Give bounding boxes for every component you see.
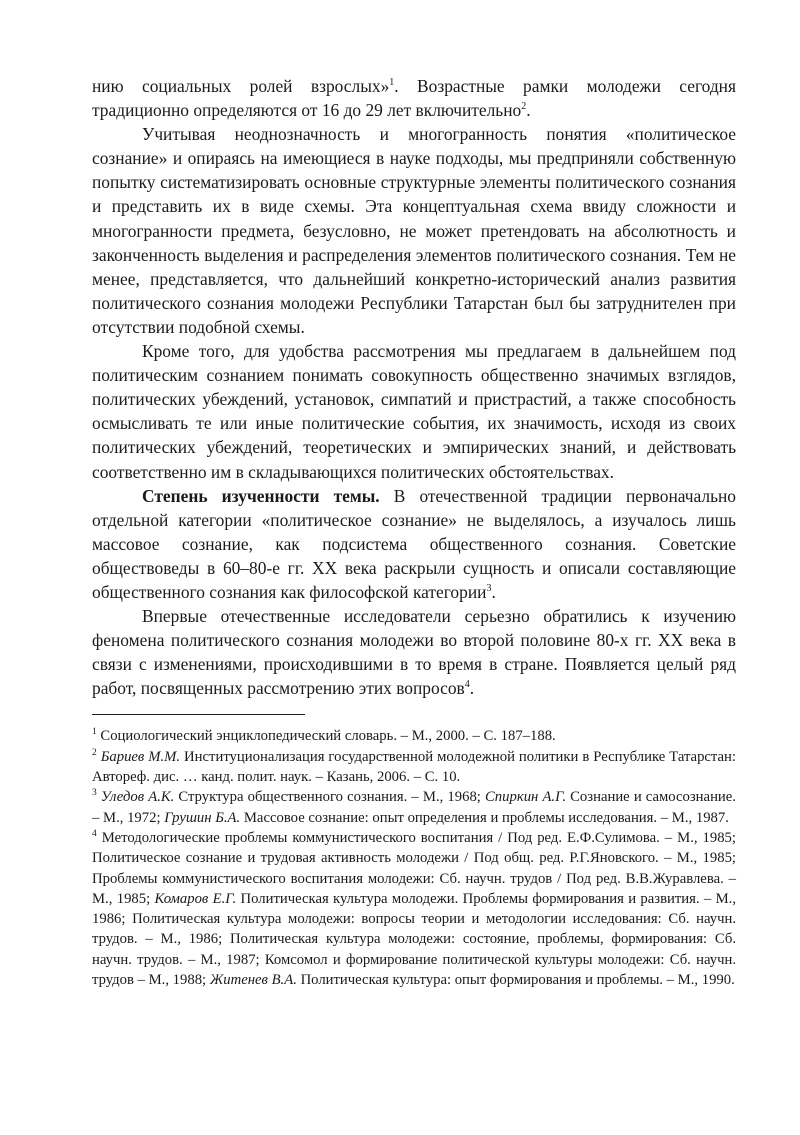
text-run: В отечественной традиции первоначально отдельной категории «политическое сознание» не выделялось, а изучалось лишь массовое сознание, как подсистема общественного сознания. Советские обществоведы в 60–80-е гг. XX века раскрыли сущность и описали составляющие общественного сознания как философской категории (92, 485, 737, 602)
text-run: Кроме того, для удобства рассмотрения мы предлагаем в дальнейшем под политическим сознанием понимать совокупность общественно значимых взглядов, политических убеждений, установок, симпатий и пристрастий, а также способность осмысливать те или иные политические события, их значимость, исходя из своих политических убеждений, теоретических и эмпирических знаний, и действовать соответственно им в складывающихся политических обстоятельствах. (92, 341, 736, 482)
footnote-marker: 2 (521, 101, 527, 113)
author-name: Уледов А.К. (100, 789, 175, 806)
author-name: Житенев В.А. (209, 972, 297, 988)
footnote-divider (92, 714, 305, 715)
document-page (92, 74, 736, 990)
author-name: Грушин Б.А. (164, 809, 241, 826)
text-run: . (469, 678, 475, 699)
section-heading: Степень изученности темы. (142, 485, 380, 506)
paragraph (92, 339, 736, 484)
paragraph (92, 74, 736, 122)
author-name: Спиркин А.Г. (485, 789, 567, 806)
text-run: Политическая культура молодежи. Проблемы формирования и развития. – М., 1986; Политическая культура молодежи: вопросы теории и методологии исследования: Сб. научн. трудов. – М., 1986; Политическая культура молодежи: состояние, проблемы, формирования: Сб. научн. трудов. – М., 1987; Комсомол и формирование политической культуры молодежи: Сб. научн. трудов – М., 1988; (92, 890, 737, 988)
footnote (92, 747, 736, 788)
text-run: Социологический энциклопедический словарь. – М., 2000. – С. 187–188. (96, 728, 556, 745)
footnote-marker: 3 (486, 582, 492, 594)
text-run: Массовое сознание: опыт определения и проблемы исследования. – М., 1987. (240, 809, 729, 826)
text-run: Структура общественного сознания. – М., 1968; (174, 789, 485, 806)
author-name: Бариев М.М. (100, 748, 181, 765)
main-text (92, 74, 736, 700)
text-run: Учитывая неоднозначность и многогранность понятия «политическое сознание» и опираясь на имеющиеся в науке подходы, мы предприняли собственную попытку систематизировать основные структурные элементы политического сознания и представить их в виде схемы. Эта концептуальная схема ввиду сложности и многогранности предмета, безусловно, не может претендовать на абсолютность и законченность выделения и распределения элементов политического сознания. Тем не менее, представляется, что дальнейший конкретно-исторический анализ развития политического сознания молодежи Республики Татарстан был бы затруднителен при отсутствии подобной схемы. (92, 124, 736, 337)
footnote-marker: 3 (92, 788, 97, 799)
text-run: нию социальных ролей взрослых» (92, 76, 390, 96)
footnote-marker: 2 (92, 747, 97, 758)
text-run: Сознание и самосознание. – М., 1972; (92, 789, 736, 826)
footnote-marker: 1 (92, 727, 97, 738)
footnote-marker: 4 (464, 679, 470, 691)
footnote-marker: 4 (92, 828, 97, 839)
text-run: Институционализация государственной молодежной политики в Республике Татарстан: Автореф. дис. … канд. полит. наук. – Казань, 2006. – С. 10. (92, 748, 736, 786)
text-run: . (491, 581, 496, 602)
paragraph (92, 604, 736, 700)
text-run: Политическая культура: опыт формирования и проблемы. – М., 1990. (296, 972, 735, 988)
paragraph (92, 122, 736, 339)
footnote (92, 828, 736, 990)
author-name: Комаров Е.Г. (154, 890, 237, 907)
text-run: Методологические проблемы коммунистического воспитания / Под ред. Е.Ф.Сулимова. – М., 1985; Политическое сознание и трудовая активность молодежи / Под общ. ред. Р.Г.Яновского. – М., 1985; Проблемы коммунистического воспитания молодежи: Сб. научн. трудов / Под ред. В.В.Журавлева. – М., 1985; (92, 829, 736, 907)
text-run: . (526, 100, 531, 121)
text-run: . Возрастные рамки молодежи сегодня традиционно определяются от 16 до 29 лет включительно (92, 76, 736, 121)
footnote (92, 726, 736, 746)
footnotes (92, 726, 736, 990)
text-run: Впервые отечественные исследователи серьезно обратились к изучению феномена политического сознания молодежи во второй половине 80-х гг. XX века в связи с изменениями, происходившими в то время в стране. Появляется целый ряд работ, посвященных рассмотрению этих вопросов (92, 606, 736, 699)
paragraph (92, 484, 736, 604)
footnote-marker: 1 (389, 77, 395, 88)
footnote (92, 787, 736, 828)
